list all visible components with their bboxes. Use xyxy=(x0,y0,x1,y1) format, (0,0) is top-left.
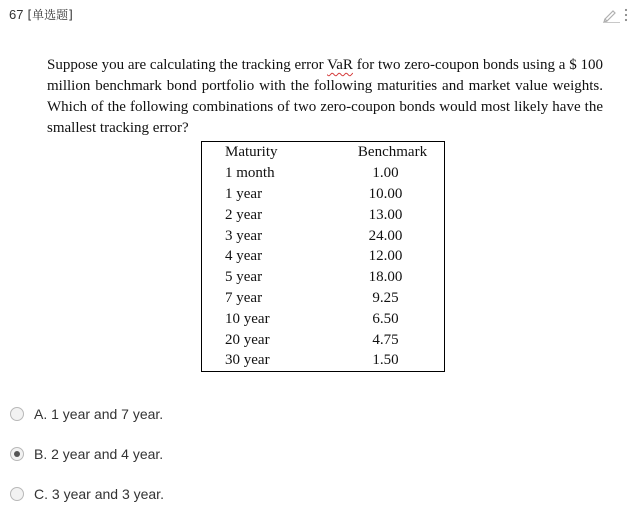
question-text-end: for two zero-coupon bonds using a $ 100 million benchmark bond portfolio with the following maturities and market value weights. Which of the following combinations of two zero-coupon bonds would most likely have the smallest tracking error? xyxy=(47,57,603,136)
table-row xyxy=(202,184,445,205)
table-row xyxy=(202,288,445,309)
radio-c[interactable] xyxy=(10,487,24,501)
maturity-cell: 30 year xyxy=(225,352,270,369)
maturity-cell: 1 year xyxy=(225,185,263,202)
table-row xyxy=(202,225,445,246)
question-text xyxy=(47,55,603,139)
maturity-cell: 2 year xyxy=(225,206,263,223)
radio-a[interactable] xyxy=(10,407,24,421)
benchmark-cell: 24.00 xyxy=(368,227,403,244)
table-row xyxy=(202,246,445,267)
option-a[interactable] xyxy=(10,405,163,423)
option-b-label: B. 2 year and 4 year. xyxy=(34,446,164,462)
maturity-cell: 4 year xyxy=(225,248,263,265)
option-c[interactable] xyxy=(10,485,164,503)
option-c-label: C. 3 year and 3 year. xyxy=(34,486,164,502)
benchmark-header: Benchmark xyxy=(357,144,428,161)
table-header-row xyxy=(202,142,445,163)
question-number: 67 xyxy=(9,7,24,22)
question-header xyxy=(9,6,73,23)
maturity-cell: 20 year xyxy=(225,331,270,348)
maturity-cell: 7 year xyxy=(225,289,263,306)
table-row xyxy=(202,267,445,288)
benchmark-cell: 13.00 xyxy=(368,206,403,223)
maturity-cell: 10 year xyxy=(225,310,270,327)
benchmark-cell: 10.00 xyxy=(368,185,403,202)
benchmark-cell: 9.25 xyxy=(372,289,399,306)
maturity-cell: 1 month xyxy=(225,165,275,182)
table-row xyxy=(202,163,445,184)
maturity-cell: 5 year xyxy=(225,269,263,286)
option-b[interactable] xyxy=(10,445,163,463)
benchmark-cell: 6.50 xyxy=(372,310,399,327)
benchmark-cell: 18.00 xyxy=(368,269,403,286)
table-row xyxy=(202,329,445,350)
table-row xyxy=(202,308,445,329)
benchmark-cell: 1.00 xyxy=(372,165,399,182)
maturity-cell: 3 year xyxy=(225,227,263,244)
benchmark-cell: 1.50 xyxy=(372,352,399,369)
spellcheck-word: VaR xyxy=(327,57,353,73)
question-type: [单选题] xyxy=(27,8,73,22)
more-vertical-icon[interactable] xyxy=(624,8,628,22)
benchmark-cell: 12.00 xyxy=(368,248,403,265)
benchmark-table xyxy=(201,141,445,372)
table-row xyxy=(202,204,445,225)
radio-b[interactable] xyxy=(10,447,24,461)
option-a-label: A. 1 year and 7 year. xyxy=(34,406,164,422)
question-text-start: Suppose you are calculating the tracking error xyxy=(47,57,328,73)
pencil-icon[interactable] xyxy=(601,7,621,23)
benchmark-cell: 4.75 xyxy=(372,331,399,348)
maturity-header: Maturity xyxy=(225,144,278,161)
table-row xyxy=(202,350,445,371)
